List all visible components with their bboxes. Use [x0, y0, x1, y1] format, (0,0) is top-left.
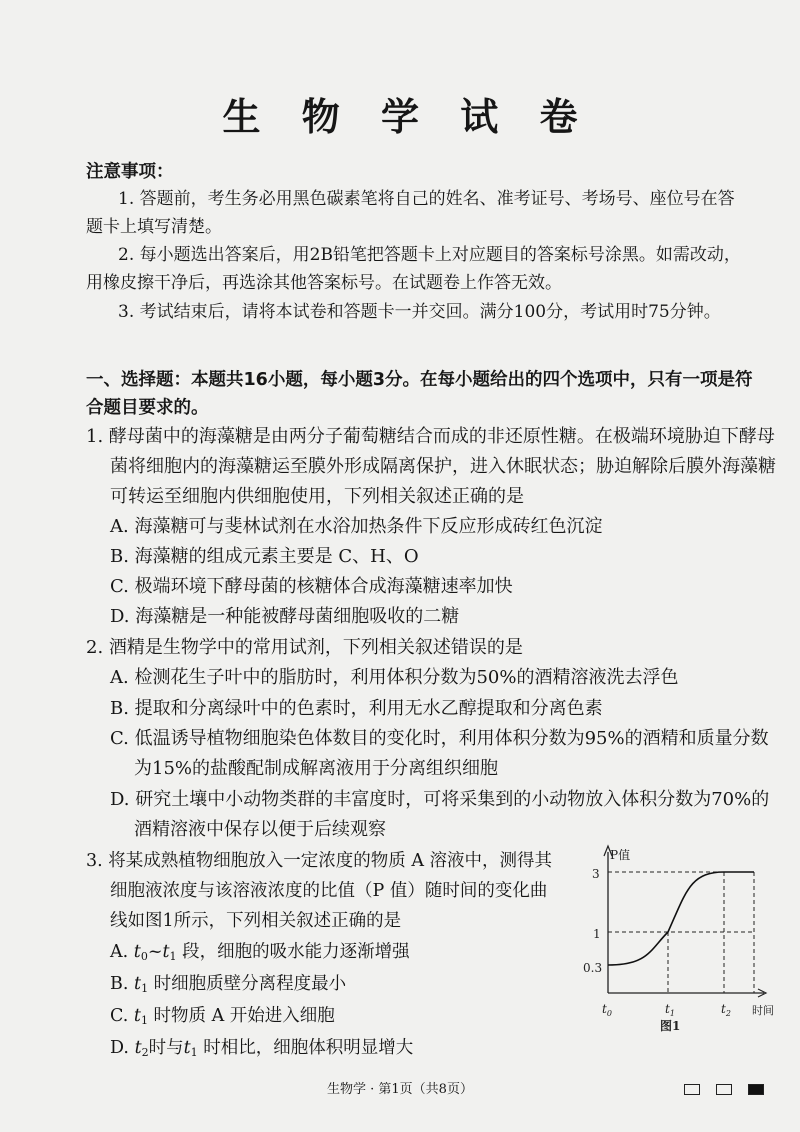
y-tick-0-3: 0.3 — [583, 961, 603, 975]
page-footer: 生物学 · 第1页（共8页） — [327, 1082, 473, 1097]
q2-option-a: A. 检测花生子叶中的脂肪时，利用体积分数为50%的酒精溶液洗去浮色 — [110, 667, 679, 688]
mark-empty-1 — [684, 1084, 700, 1095]
q1-stem-line-2: 菌将细胞内的海藻糖运至膜外形成隔离保护，进入休眠状态；胁迫解除后膜外海藻糖 — [110, 456, 776, 477]
q3-option-a: A. $t_0\sim t_1$ 段，细胞的吸水能力逐渐增强 — [110, 942, 410, 963]
q2-option-c-line-2: 为15%的盐酸配制成解离液用于分离组织细胞 — [134, 758, 499, 779]
q1-option-d: D. 海藻糖是一种能被酵母菌细胞吸收的二糖 — [110, 606, 460, 627]
section-heading-line-2: 合题目要求的。 — [86, 398, 209, 418]
x-tick-t1: $t_1$ — [665, 1002, 675, 1018]
page-marks — [684, 1079, 764, 1098]
q3-stem-line-3: 线如图1所示，下列相关叙述正确的是 — [110, 911, 402, 931]
q1-option-c: C. 极端环境下酵母菌的核糖体合成海藻糖速率加快 — [110, 576, 513, 597]
q3-option-d: D. $t_2$时与$t_1$ 时相比，细胞体积明显增大 — [110, 1038, 414, 1059]
q2-option-c-line-1: C. 低温诱导植物细胞染色体数目的变化时，利用体积分数为95%的酒精和质量分数 — [110, 728, 769, 749]
q2-option-b: B. 提取和分离绿叶中的色素时，利用无水乙醇提取和分离色素 — [110, 698, 603, 719]
note-1-line-1: 1. 答题前，考生务必用黑色碳素笔将自己的姓名、准考证号、考场号、座位号在答 — [118, 189, 735, 209]
q1-option-a: A. 海藻糖可与斐林试剂在水浴加热条件下反应形成砖红色沉淀 — [110, 516, 603, 537]
q3-option-b: B. $t_1$ 时细胞质壁分离程度最小 — [110, 974, 347, 995]
y-tick-1: 1 — [593, 927, 601, 941]
q3-stem-line-1: 3. 将某成熟植物细胞放入一定浓度的物质 A 溶液中，测得其 — [86, 851, 553, 871]
q1-stem-line-3: 可转运至细胞内供细胞使用，下列相关叙述正确的是 — [110, 486, 524, 507]
q2-option-d-line-1: D. 研究土壤中小动物类群的丰富度时，可将采集到的小动物放入体积分数为70%的 — [110, 789, 770, 810]
mark-filled — [748, 1084, 764, 1095]
note-2-line-1: 2. 每小题选出答案后，用2B铅笔把答题卡上对应题目的答案标号涂黑。如需改动， — [118, 245, 741, 265]
note-3: 3. 考试结束后，请将本试卷和答题卡一并交回。满分100分，考试用时75分钟。 — [118, 302, 721, 322]
y-tick-3: 3 — [592, 867, 600, 881]
q3-stem-line-2: 细胞液浓度与该溶液浓度的比值（P 值）随时间的变化曲 — [110, 881, 548, 901]
series-p-value-line — [608, 872, 754, 965]
q2-stem: 2. 酒精是生物学中的常用试剂，下列相关叙述错误的是 — [86, 637, 523, 658]
y-axis-label: P值 — [610, 848, 631, 862]
q2-option-d-line-2: 酒精溶液中保存以便于后续观察 — [134, 819, 386, 840]
mark-empty-2 — [716, 1084, 732, 1095]
page-title: 生 物 学 试 卷 — [222, 95, 592, 139]
q1-option-b: B. 海藻糖的组成元素主要是 C、H、O — [110, 546, 419, 567]
x-tick-t2: $t_2$ — [721, 1002, 731, 1018]
note-2-line-2: 用橡皮擦干净后，再选涂其他答案标号。在试题卷上作答无效。 — [86, 273, 562, 293]
section-heading-line-1: 一、选择题：本题共16小题，每小题3分。在每小题给出的四个选项中，只有一项是符 — [86, 370, 753, 390]
figure-1-chart — [572, 838, 792, 1038]
figure-caption: 图1 — [660, 1019, 681, 1033]
note-1-line-2: 题卡上填写清楚。 — [86, 217, 222, 237]
notes-heading: 注意事项： — [86, 162, 174, 182]
q3-option-c: C. $t_1$ 时物质 A 开始进入细胞 — [110, 1006, 335, 1027]
x-tick-t0: $t_0$ — [602, 1002, 612, 1018]
q1-stem-line-1: 1. 酵母菌中的海藻糖是由两分子葡萄糖结合而成的非还原性糖。在极端环境胁迫下酵母 — [86, 426, 775, 447]
x-axis-label: 时间 — [752, 1004, 774, 1017]
